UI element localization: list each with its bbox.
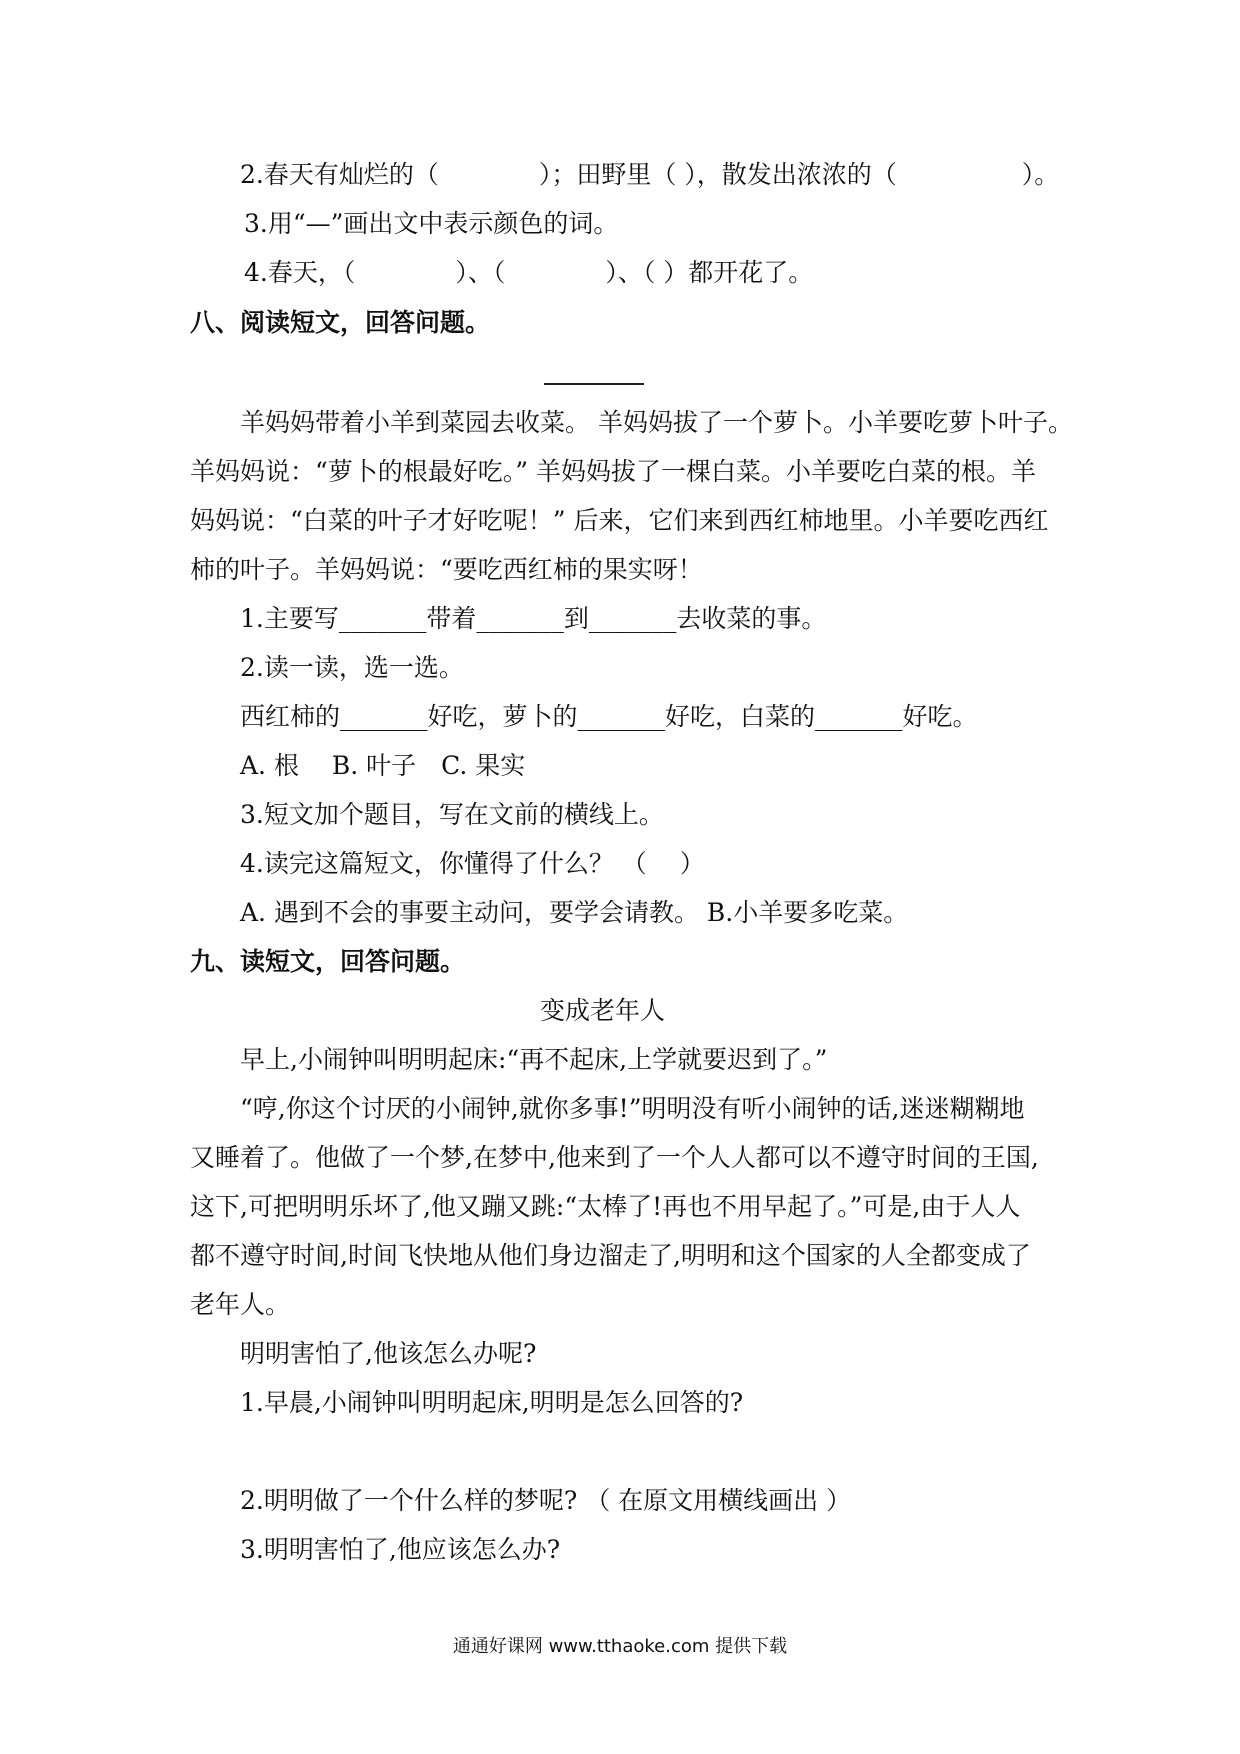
- passage-9-line-7: 明明害怕了,他该怎么办呢?: [240, 1339, 537, 1368]
- passage-9-line-3: 又睡着了。他做了一个梦,在梦中,他来到了一个人人都可以不遵守时间的王国,: [190, 1143, 1039, 1172]
- q7-item-3: 3.用“—”画出文中表示颜色的词。: [244, 209, 619, 238]
- passage-9-line-4: 这下,可把明明乐坏了,他又蹦又跳:“太棒了!再也不用早起了。”可是,由于人人: [190, 1192, 1021, 1221]
- q8-item-4-options: A. 遇到不会的事要主动问，要学会请教。 B.小羊要多吃菜。: [240, 898, 909, 927]
- passage-9-line-2: “哼,你这个讨厌的小闹钟,就你多事!”明明没有听小闹钟的话,迷迷糊糊地: [240, 1094, 1025, 1123]
- passage-8-line-4: 柿的叶子。羊妈妈说：“要吃西红柿的果实呀！: [190, 555, 703, 584]
- section-8-heading: 八、阅读短文，回答问题。: [190, 308, 491, 337]
- q8-item-3: 3.短文加个题目，写在文前的横线上。: [240, 800, 664, 829]
- passage-8-line-1: 羊妈妈带着小羊到菜园去收菜。 羊妈妈拔了一个萝卜。小羊要吃萝卜叶子。: [240, 408, 1073, 437]
- q8-item-2-options: A. 根 B. 叶子 C. 果实: [240, 751, 526, 780]
- q9-item-3: 3.明明害怕了,他应该怎么办?: [240, 1535, 561, 1564]
- q8-item-2-fill: 西红柿的_______好吃，萝卜的_______好吃，白菜的_______好吃。: [240, 702, 978, 731]
- footer-text: 通通好课网 www.tthaoke.com 提供下载: [452, 1636, 788, 1657]
- blank-title-line: [544, 383, 644, 385]
- passage-8-line-2: 羊妈妈说：“萝卜的根最好吃。” 羊妈妈拔了一棵白菜。小羊要吃白菜的根。羊: [190, 457, 1037, 486]
- q7-item-4: 4.春天，（ ）、（ ）、（ ）都开花了。: [244, 258, 814, 287]
- passage-9-line-1: 早上,小闹钟叫明明起床:“再不起床,上学就要迟到了。”: [240, 1045, 828, 1074]
- passage-8-line-3: 妈妈说：“白菜的叶子才好吃呢！” 后来，它们来到西红柿地里。小羊要吃西红: [190, 506, 1049, 535]
- section-9-heading: 九、读短文，回答问题。: [190, 947, 466, 976]
- q7-item-2: 2.春天有灿烂的（ ）；田野里（ ），散发出浓浓的（ ）。: [240, 160, 1060, 189]
- q9-item-2: 2.明明做了一个什么样的梦呢? （ 在原文用横线画出 ）: [240, 1486, 852, 1515]
- passage-9-line-5: 都不遵守时间,时间飞快地从他们身边溜走了,明明和这个国家的人全都变成了: [190, 1241, 1031, 1270]
- q8-item-2: 2.读一读，选一选。: [240, 653, 464, 682]
- passage-9-line-6: 老年人。: [190, 1290, 291, 1319]
- passage-9-title: 变成老年人: [540, 996, 666, 1025]
- q9-item-1: 1.早晨,小闹钟叫明明起床,明明是怎么回答的?: [240, 1388, 744, 1417]
- q8-item-1: 1.主要写_______带着_______到_______去收菜的事。: [240, 604, 827, 633]
- q8-item-4: 4.读完这篇短文，你懂得了什么？ （ ）: [240, 849, 705, 878]
